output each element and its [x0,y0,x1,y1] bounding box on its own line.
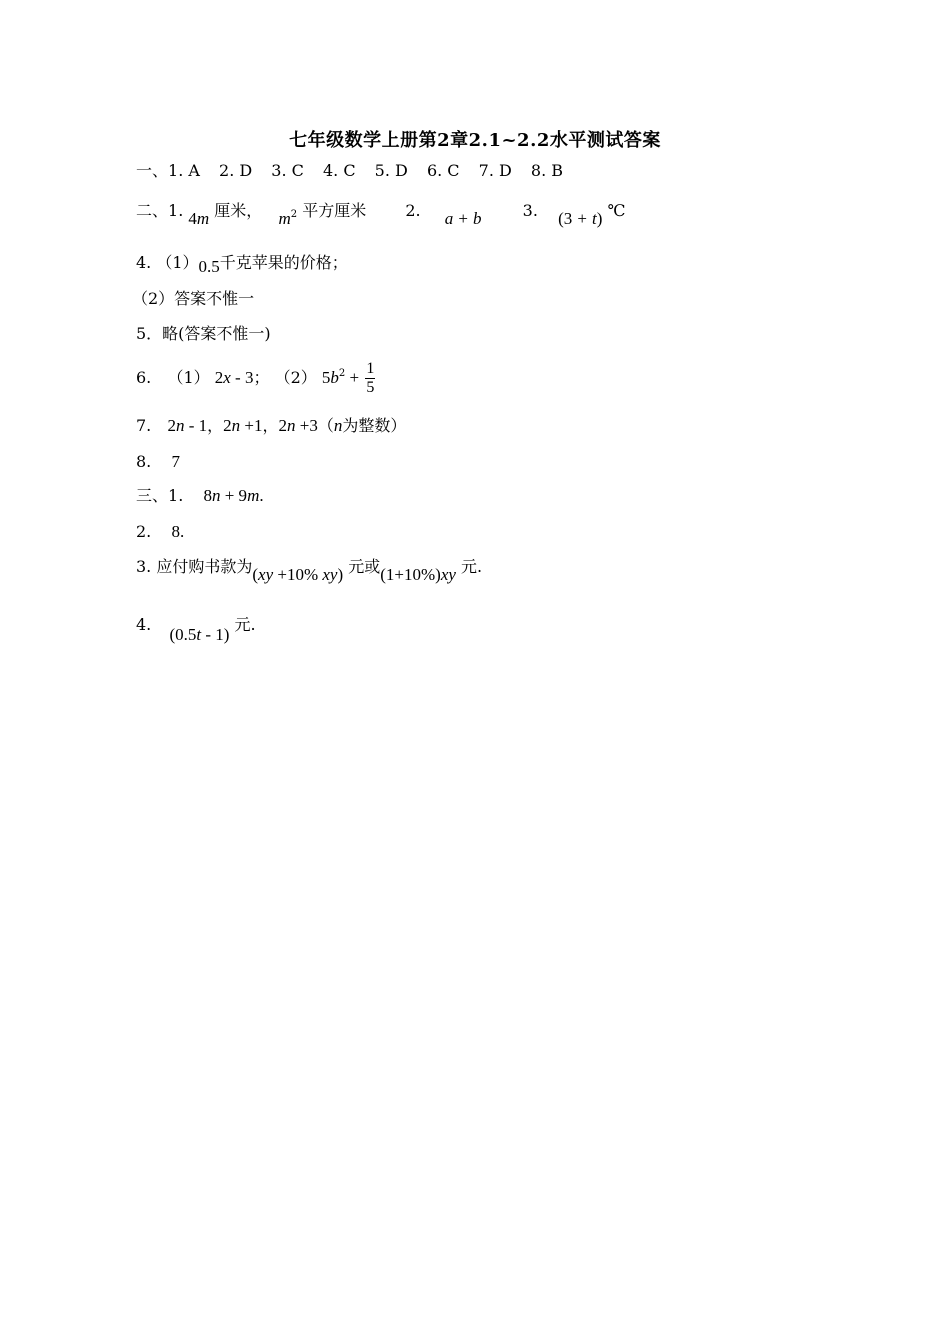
answer-text: 元或 [348,557,381,576]
expr-var: m [278,209,291,228]
expr-part: 5 [321,368,331,387]
section-3-q3 [136,556,483,584]
expr-part: 2 [278,416,287,435]
section-2-q6 [136,360,375,397]
expr-part: + [345,368,364,387]
expr-part: 2 [167,416,176,435]
expr-var: m [196,209,210,228]
section-3-label: 三、 [136,486,169,505]
s1-item: 6. C [426,161,460,180]
expr-a-plus-b [445,209,482,228]
expr-var: xy [322,565,338,584]
value: 7 [171,452,180,471]
expr-part: ) [337,565,344,584]
expr-part: 2 [223,416,232,435]
unit-text: ℃ [607,201,626,220]
section-3-q4 [136,614,256,644]
expr-part: 2 [214,368,224,387]
expr-var: n [175,416,185,435]
question-number: 4. [136,253,152,272]
expr-part: 4 [188,209,197,228]
denominator: 5 [366,379,375,396]
expr-part: (1+10%) [380,565,441,584]
expr-part: +3 [295,416,318,435]
question-number: 4. [136,615,152,634]
unit-text: 元. [461,557,483,576]
question-number: 1. [168,486,184,505]
expr-3-plus-t [558,209,602,228]
s1-item: 5. D [374,161,408,180]
section-2-q5: 5．略(答案不惟一) [136,324,271,343]
section-1-answers [136,160,563,182]
punctuation: . [259,486,264,505]
expr-var: m [247,486,260,505]
separator: ， [262,416,279,435]
expr-var: n [287,416,296,435]
part-label: （1） [167,368,210,387]
section-3-q1 [136,485,264,507]
punctuation: . [179,522,185,541]
exponent: 2 [338,368,346,379]
part-label: （2） [274,368,317,387]
numerator: 1 [366,360,375,377]
expr-part: +1 [240,416,263,435]
expr-var: a [444,209,454,228]
s1-item: 8. B [530,161,564,180]
section-2-q7 [136,415,406,437]
note-text: 为整数） [342,416,407,435]
separator: ； [253,368,270,387]
section-3-q2 [136,521,184,543]
unit-text: 元. [234,615,256,634]
expr-part: + 9 [220,486,248,505]
expr-part: (0.5 [169,625,197,644]
s1-item: 1. A [168,161,200,180]
document-title: 七年级数学上册第2章2.1~2.2水平测试答案 [289,130,661,151]
s1-item: 7. D [478,161,512,180]
expr-4m [188,209,209,228]
section-2-label: 二、 [136,201,169,220]
s1-item: 2. D [219,161,253,180]
expr-var: xy [258,565,274,584]
question-number: 2. [136,522,152,541]
expr-var: b [473,209,482,228]
expr-part: (3 [558,209,573,228]
section-2-q4 [136,252,348,274]
question-number: 1. [168,201,184,220]
value: 0.5 [198,257,220,276]
s1-item: 4. C [322,161,356,180]
paren: （ [317,416,334,435]
expr-part: ) [596,209,603,228]
expr-var: b [330,368,339,387]
expr-part: + [458,209,468,228]
fraction-one-fifth [365,360,375,397]
s1-item: 3. C [271,161,304,180]
expr-part: 8 [203,486,212,505]
expr-part: - 1) [201,625,230,644]
expr-part: - 3 [230,368,254,387]
expr-part: +10% [273,565,323,584]
expr-xy-plus-ten-percent [252,565,343,584]
expr-var: x [223,368,231,387]
section-2-q4-part2: （2）答案不惟一 [132,289,255,308]
expr-part: - 1 [184,416,208,435]
expr-var: t [592,209,597,228]
separator: ， [207,416,224,435]
unit-text: 平方厘米 [302,201,367,220]
exponent: 2 [290,209,298,220]
answer-text: 应付购书款为 [156,557,253,576]
value: 8 [171,522,180,541]
section-2-q8 [136,451,180,473]
question-number: 3. [136,557,152,576]
question-number: 8. [136,452,152,471]
unit-text: 厘米， [214,201,263,220]
answer-text: 千克苹果的价格； [219,253,348,272]
part-label: （1） [156,253,199,272]
expr-m-squared [278,209,297,228]
expr-half-t-minus-one [169,625,229,644]
question-number: 7. [136,416,152,435]
section-1-label: 一、 [136,161,169,180]
section-2-line-1 [136,196,626,228]
expr-part: + [577,209,587,228]
question-number: 3. [522,201,538,220]
expr-var: n [211,486,221,505]
expr-part: ( [252,565,259,584]
expr-var: n [231,416,241,435]
expr-one-point-one-xy [380,565,456,584]
expr-var: t [196,625,202,644]
question-number: 6. [136,368,152,387]
question-number: 2. [405,201,421,220]
expr-var: xy [440,565,456,584]
expr-var: n [333,416,343,435]
